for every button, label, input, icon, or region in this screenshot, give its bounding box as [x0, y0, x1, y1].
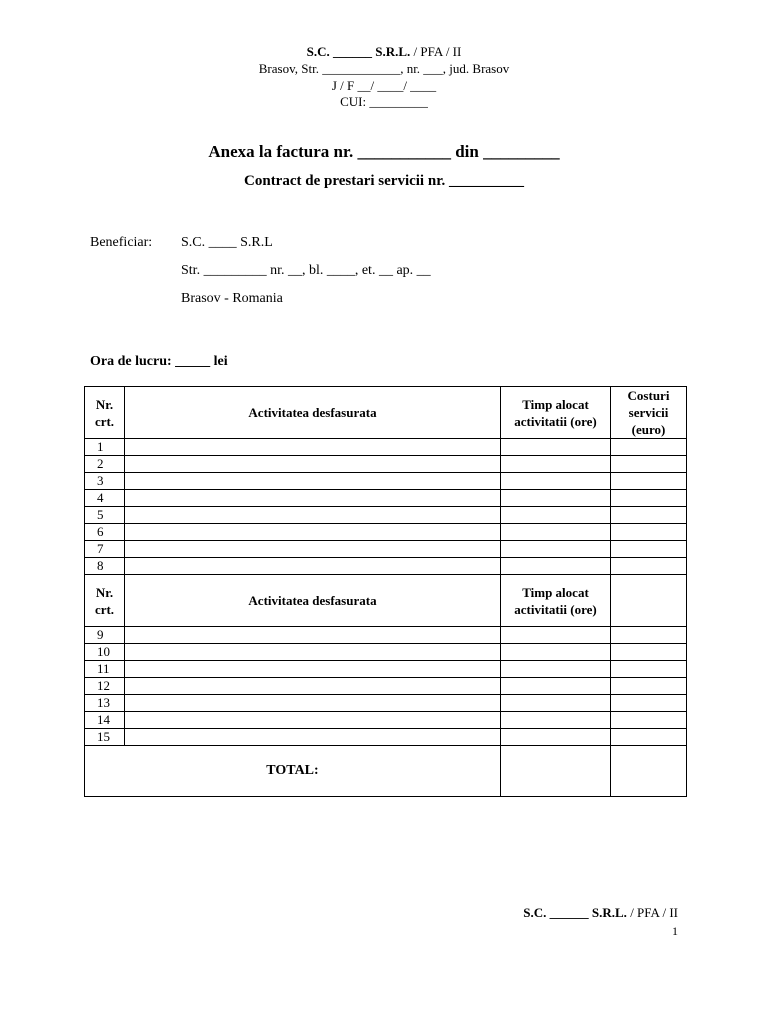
row-number: 11 — [85, 661, 125, 678]
activity-table — [84, 386, 687, 797]
activity-cell[interactable] — [125, 695, 501, 712]
company-registry: J / F __/ ____/ ____ — [331, 78, 437, 93]
beneficiary-label: Beneficiar: — [90, 235, 153, 250]
cost-cell[interactable] — [611, 661, 687, 678]
activity-cell[interactable] — [125, 524, 501, 541]
time-cell[interactable] — [501, 439, 611, 456]
table-row — [85, 678, 687, 695]
cost-cell[interactable] — [611, 627, 687, 644]
table-row — [85, 524, 687, 541]
table-row — [85, 473, 687, 490]
table-row — [85, 507, 687, 524]
header-cost: Costuri servicii (euro) — [611, 387, 687, 439]
header-time: Timp alocat activitatii (ore) — [501, 387, 611, 439]
cost-cell[interactable] — [611, 439, 687, 456]
row-number: 13 — [85, 695, 125, 712]
activity-cell[interactable] — [125, 627, 501, 644]
cost-cell[interactable] — [611, 712, 687, 729]
time-cell[interactable] — [501, 473, 611, 490]
row-number: 14 — [85, 712, 125, 729]
activity-cell[interactable] — [125, 678, 501, 695]
cost-cell[interactable] — [611, 524, 687, 541]
total-cost-cell[interactable] — [611, 746, 687, 797]
header-nr: Nr. crt. — [85, 387, 125, 439]
activity-cell[interactable] — [125, 541, 501, 558]
beneficiary-address: Str. _________ nr. __, bl. ____, et. __ ap. __ — [181, 263, 431, 278]
row-number: 9 — [85, 627, 125, 644]
cost-cell[interactable] — [611, 729, 687, 746]
time-cell[interactable] — [501, 541, 611, 558]
row-number: 8 — [85, 558, 125, 575]
company-cui: CUI: _________ — [340, 94, 428, 109]
table-header — [85, 387, 687, 439]
table-row — [85, 558, 687, 575]
time-cell[interactable] — [501, 490, 611, 507]
activity-cell[interactable] — [125, 712, 501, 729]
table-row — [85, 644, 687, 661]
time-cell[interactable] — [501, 558, 611, 575]
cost-cell[interactable] — [611, 678, 687, 695]
row-number: 1 — [85, 439, 125, 456]
table-row — [85, 541, 687, 558]
time-cell[interactable] — [501, 627, 611, 644]
cost-cell[interactable] — [611, 507, 687, 524]
cost-cell[interactable] — [611, 541, 687, 558]
document-subtitle: Contract de prestari servicii nr. __________ — [244, 173, 524, 189]
table-row — [85, 439, 687, 456]
total-row — [85, 746, 687, 797]
table-row — [85, 490, 687, 507]
activity-cell[interactable] — [125, 729, 501, 746]
time-cell[interactable] — [501, 456, 611, 473]
time-cell[interactable] — [501, 695, 611, 712]
document-title: Anexa la factura nr. ___________ din _________ — [208, 142, 560, 161]
time-cell[interactable] — [501, 644, 611, 661]
table-row — [85, 627, 687, 644]
activity-cell[interactable] — [125, 661, 501, 678]
beneficiary-name: S.C. ____ S.R.L — [181, 235, 273, 250]
activity-cell[interactable] — [125, 644, 501, 661]
cost-cell[interactable] — [611, 644, 687, 661]
table-header-repeat — [85, 575, 687, 627]
hourly-rate: Ora de lucru: _____ lei — [90, 354, 228, 369]
cost-cell[interactable] — [611, 558, 687, 575]
row-number: 12 — [85, 678, 125, 695]
time-cell[interactable] — [501, 661, 611, 678]
page-number: 1 — [672, 924, 678, 938]
time-cell[interactable] — [501, 712, 611, 729]
header-cost — [611, 575, 687, 627]
cost-cell[interactable] — [611, 456, 687, 473]
row-number: 2 — [85, 456, 125, 473]
row-number: 4 — [85, 490, 125, 507]
row-number: 6 — [85, 524, 125, 541]
footer-company — [523, 905, 678, 921]
row-number: 3 — [85, 473, 125, 490]
time-cell[interactable] — [501, 678, 611, 695]
total-label: TOTAL: — [85, 746, 501, 797]
activity-cell[interactable] — [125, 507, 501, 524]
beneficiary-city: Brasov - Romania — [181, 291, 283, 306]
header-activity: Activitatea desfasurata — [125, 575, 501, 627]
row-number: 15 — [85, 729, 125, 746]
header-time: Timp alocat activitatii (ore) — [501, 575, 611, 627]
activity-cell[interactable] — [125, 439, 501, 456]
company-type: / PFA / II — [410, 44, 462, 59]
row-number: 5 — [85, 507, 125, 524]
activity-cell[interactable] — [125, 558, 501, 575]
row-number: 7 — [85, 541, 125, 558]
time-cell[interactable] — [501, 507, 611, 524]
header-activity: Activitatea desfasurata — [125, 387, 501, 439]
table-row — [85, 712, 687, 729]
footer-company-name: S.C. ______ S.R.L. — [523, 905, 627, 920]
cost-cell[interactable] — [611, 695, 687, 712]
row-number: 10 — [85, 644, 125, 661]
activity-cell[interactable] — [125, 456, 501, 473]
cost-cell[interactable] — [611, 490, 687, 507]
activity-cell[interactable] — [125, 490, 501, 507]
table-row — [85, 695, 687, 712]
time-cell[interactable] — [501, 729, 611, 746]
table-row — [85, 661, 687, 678]
company-header — [0, 44, 768, 60]
total-time-cell[interactable] — [501, 746, 611, 797]
cost-cell[interactable] — [611, 473, 687, 490]
table-row — [85, 729, 687, 746]
header-nr: Nr. crt. — [85, 575, 125, 627]
company-name: S.C. ______ S.R.L. — [306, 44, 411, 59]
footer-company-type: / PFA / II — [626, 905, 678, 920]
table-row — [85, 456, 687, 473]
company-address: Brasov, Str. ____________, nr. ___, jud. Brasov — [258, 61, 510, 76]
time-cell[interactable] — [501, 524, 611, 541]
activity-cell[interactable] — [125, 473, 501, 490]
